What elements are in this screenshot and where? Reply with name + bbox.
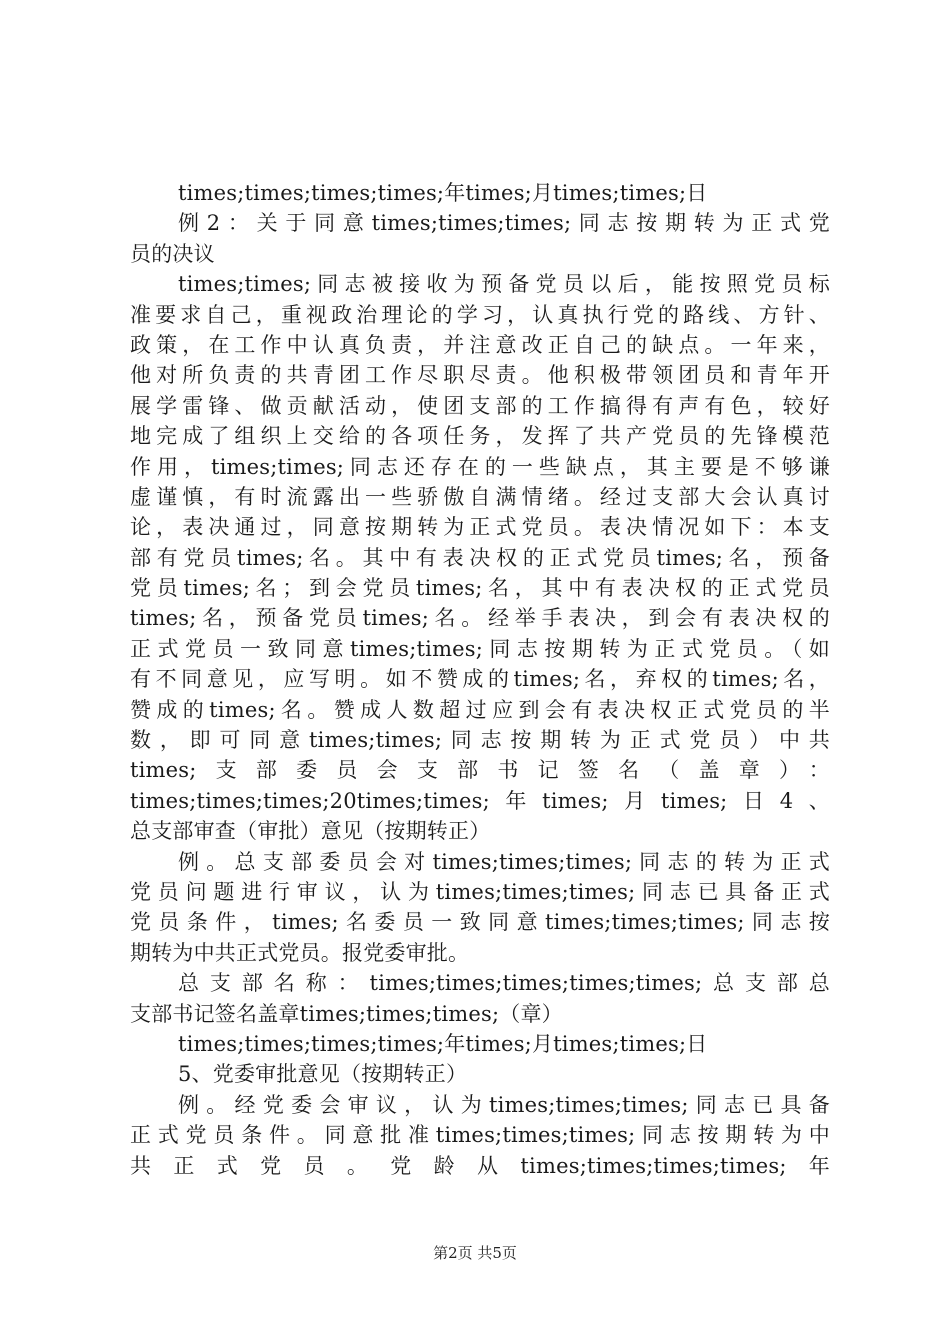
- text-line: 赞成的times;名。赞成人数超过应到会有表决权正式党员的半: [130, 697, 830, 722]
- document-body: [130, 178, 830, 1181]
- text-line: times;支部委员会支部书记签名（盖章）：: [130, 758, 830, 783]
- text-line: 数，即可同意times;times;同志按期转为正式党员）中共: [130, 728, 830, 753]
- text-line: 党员条件，times;名委员一致同意times;times;times;同志按: [130, 910, 830, 935]
- text-line: 支部书记签名盖章times;times;times;（章）: [130, 1001, 563, 1026]
- text-line: 他对所负责的共青团工作尽职尽责。他积极带领团员和青年开: [130, 363, 830, 388]
- text-line: 期转为中共正式党员。报党委审批。: [130, 940, 470, 965]
- text-line: 政策，在工作中认真负责，并注意改正自己的缺点。一年来，: [130, 332, 830, 357]
- text-line: 部有党员times;名。其中有表决权的正式党员times;名，预备: [130, 545, 830, 570]
- text-line: 正式党员条件。同意批准times;times;times;同志按期转为中: [130, 1123, 830, 1148]
- text-line: 有不同意见，应写明。如不赞成的times;名，弃权的times;名，: [130, 667, 830, 692]
- text-line: times;名，预备党员times;名。经举手表决，到会有表决权的: [130, 606, 830, 631]
- text-line: 例。总支部委员会对times;times;times;同志的转为正式: [178, 849, 830, 874]
- text-line: 论，表决通过，同意按期转为正式党员。表决情况如下：本支: [130, 515, 830, 540]
- text-line: times;times;times;20times;times;年times;月times;日4、: [130, 788, 830, 813]
- text-line: 虚谨慎，有时流露出一些骄傲自满情绪。经过支部大会认真讨: [130, 484, 830, 509]
- text-line: 员的决议: [130, 241, 215, 266]
- text-line: times;times;times;times;年times;月times;times;日: [178, 1031, 708, 1056]
- text-line: 地完成了组织上交给的各项任务，发挥了共产党员的先锋模范: [130, 424, 830, 449]
- text-line: 共正式党员。党龄从times;times;times;times;年: [130, 1153, 830, 1178]
- text-line: 例。经党委会审议，认为times;times;times;同志已具备: [178, 1092, 830, 1117]
- text-line: 作用，times;times;同志还存在的一些缺点，其主要是不够谦: [130, 454, 830, 479]
- text-line: 例2：关于同意times;times;times;同志按期转为正式党: [178, 211, 830, 236]
- text-line: 展学雷锋、做贡献活动，使团支部的工作搞得有声有色，较好: [130, 393, 830, 418]
- text-line: 总支部审查（审批）意见（按期转正）: [130, 819, 491, 844]
- text-line: 总支部名称：times;times;times;times;times;总支部总: [178, 971, 830, 996]
- page-number-footer: 第2页 共5页: [433, 1244, 517, 1262]
- text-line: times;times;times;times;年times;月times;times;日: [178, 181, 708, 205]
- text-line: 党员times;名；到会党员times;名，其中有表决权的正式党员: [130, 576, 830, 601]
- text-line: 正式党员一致同意times;times;同志按期转为正式党员。（如: [130, 636, 830, 661]
- text-line: 5、党委审批意见（按期转正）: [178, 1062, 468, 1087]
- text-line: 准要求自己，重视政治理论的学习，认真执行党的路线、方针、: [130, 302, 830, 327]
- text-line: 党员问题进行审议，认为times;times;times;同志已具备正式: [130, 879, 830, 904]
- text-line: times;times;同志被接收为预备党员以后，能按照党员标: [178, 272, 830, 297]
